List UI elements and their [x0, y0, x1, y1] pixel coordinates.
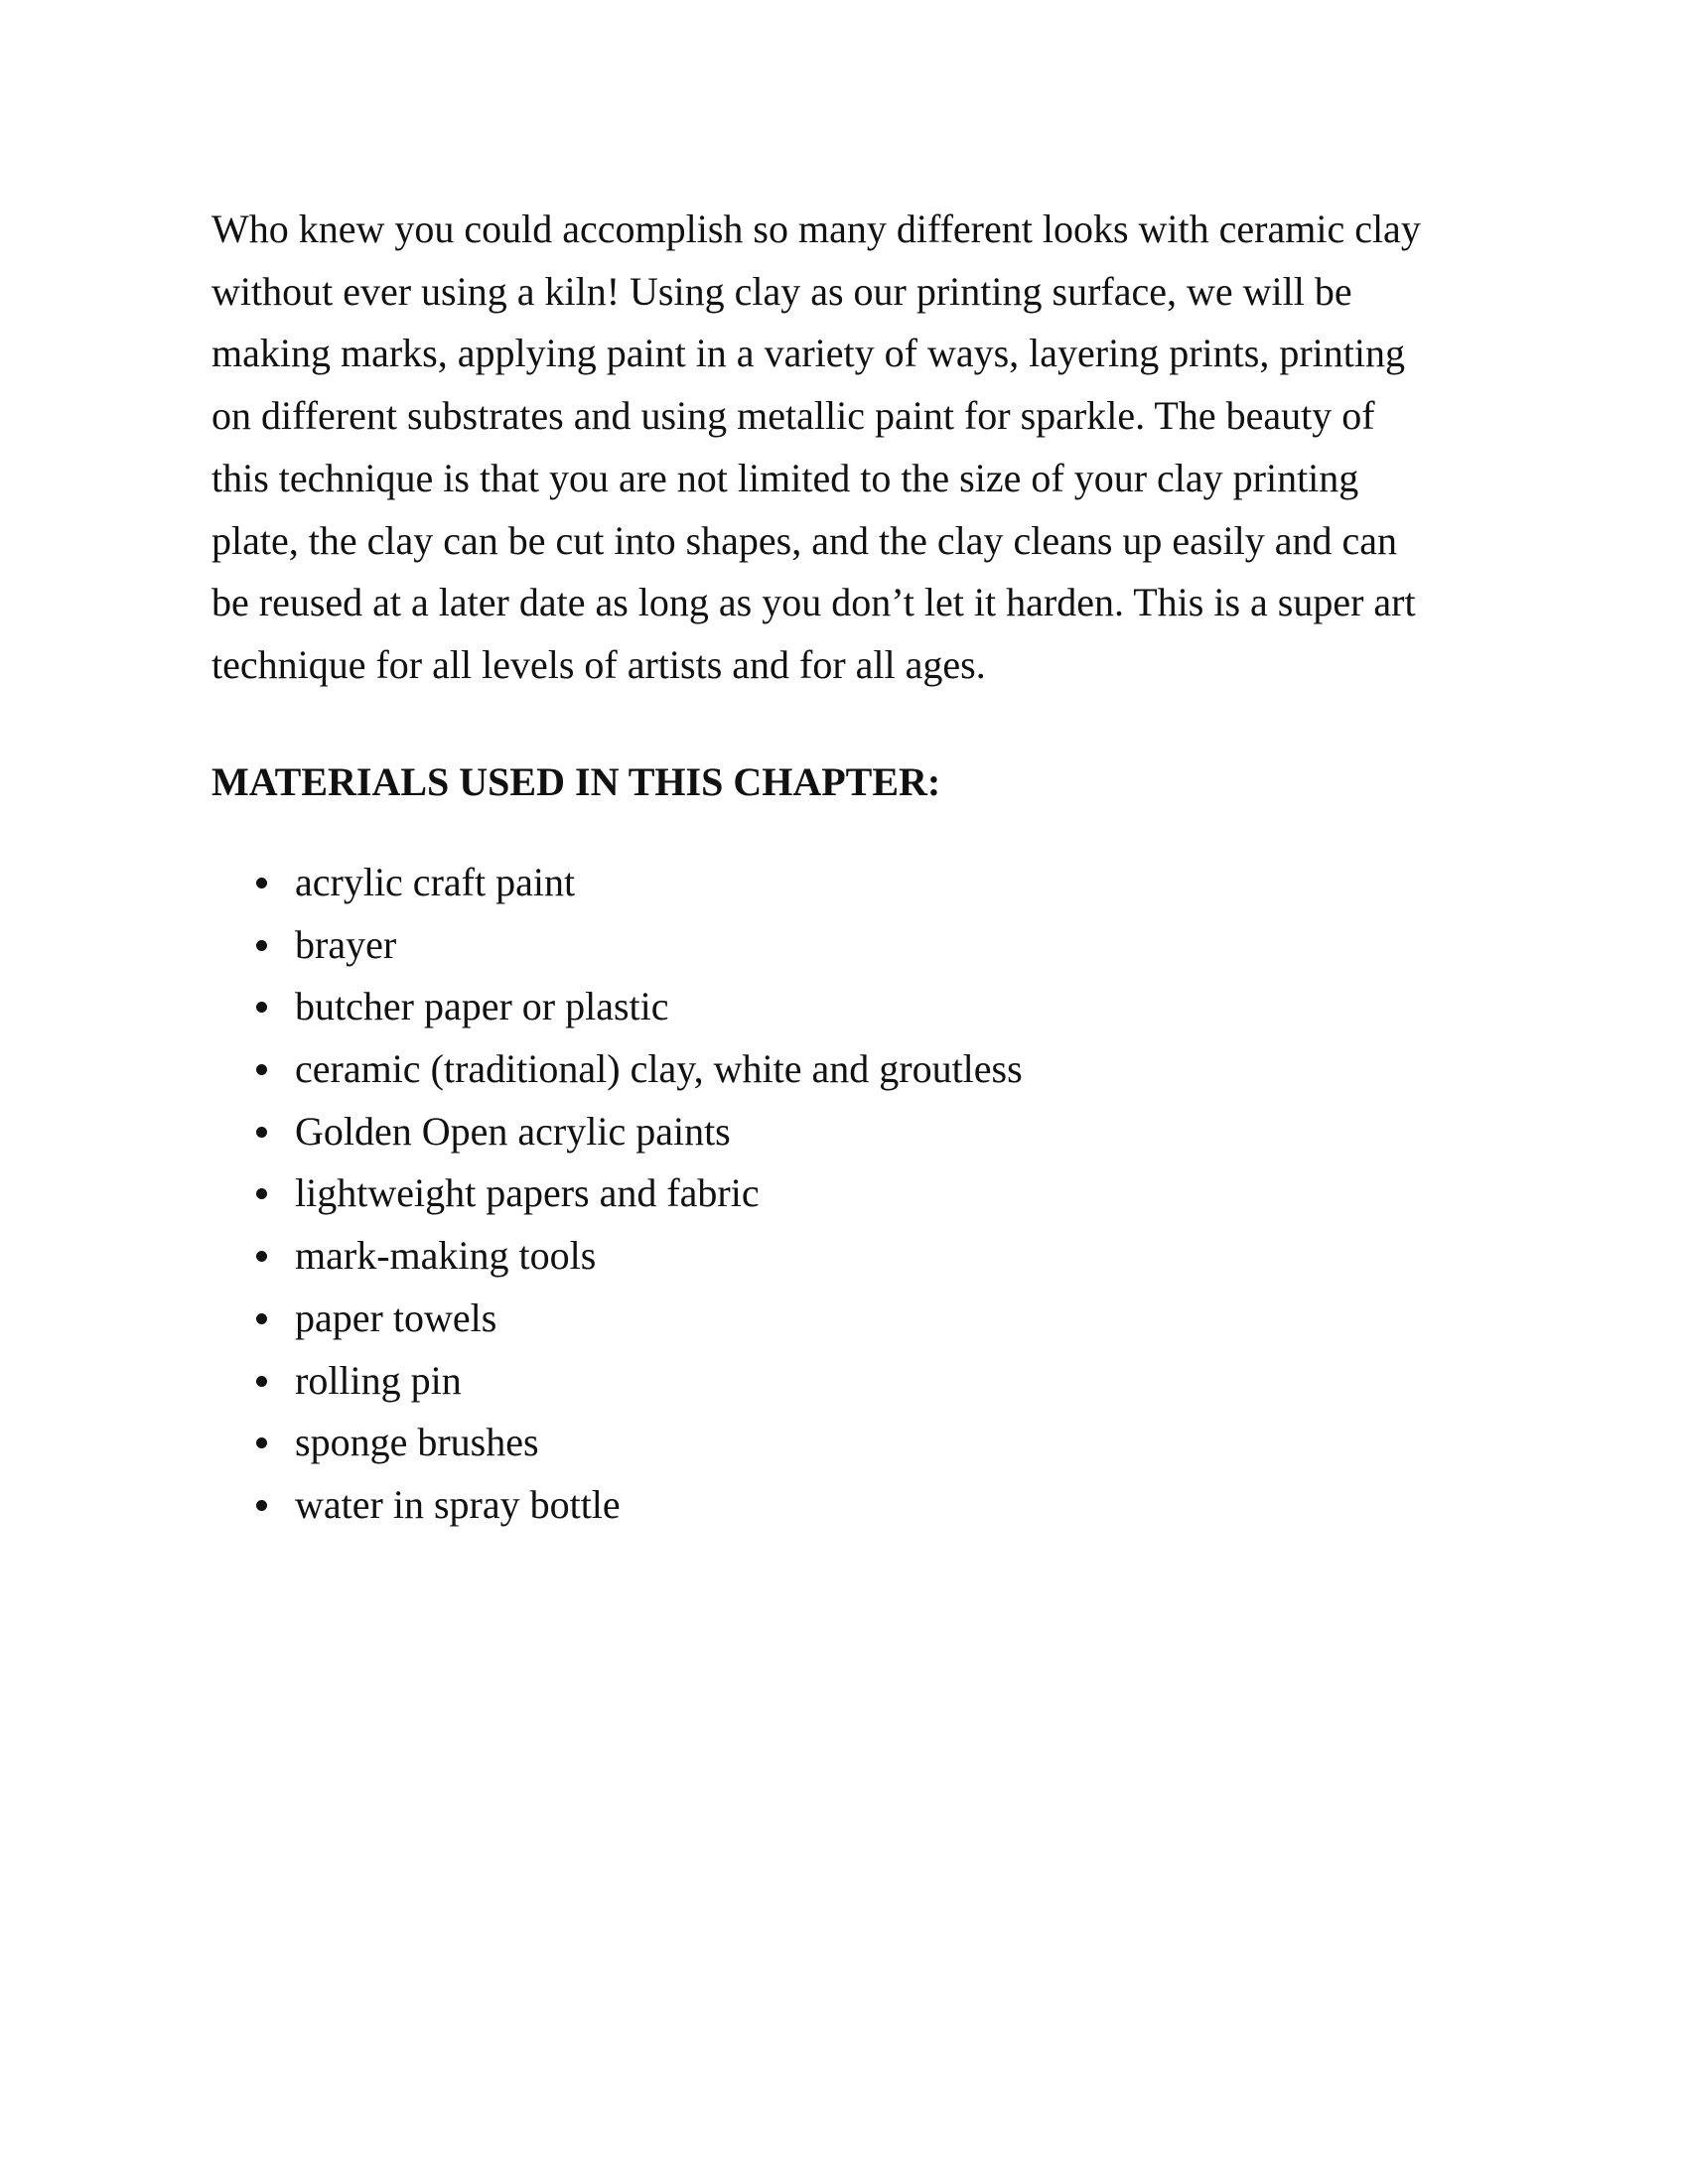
bullet-icon	[256, 1188, 267, 1199]
list-item-text: sponge brushes	[295, 1420, 539, 1465]
bullet-icon	[256, 1376, 267, 1387]
bullet-icon	[256, 1064, 267, 1075]
intro-line: plate, the clay can be cut into shapes, and the clay cleans up easily and can	[211, 517, 1397, 563]
list-item-text: Golden Open acrylic paints	[295, 1108, 731, 1154]
bullet-icon	[256, 1002, 267, 1013]
intro-line: making marks, applying paint in a variety of ways, layering prints, printing	[211, 331, 1405, 376]
list-item-text: paper towels	[295, 1295, 497, 1340]
list-item-text: ceramic (traditional) clay, white and groutless	[295, 1046, 1023, 1092]
materials-heading: MATERIALS USED IN THIS CHAPTER:	[211, 759, 941, 804]
intro-line: Who knew you could accomplish so many different looks with ceramic clay	[211, 206, 1421, 251]
list-item-text: brayer	[295, 921, 397, 967]
list-item-text: mark-making tools	[295, 1233, 597, 1279]
bullet-icon	[256, 1500, 267, 1511]
intro-line: on different substrates and using metallic paint for sparkle. The beauty of	[211, 393, 1375, 439]
bullet-icon	[256, 1127, 267, 1138]
list-item-text: lightweight papers and fabric	[295, 1170, 760, 1216]
intro-line: technique for all levels of artists and for all ages.	[211, 641, 986, 687]
bullet-icon	[256, 878, 267, 888]
bullet-icon	[256, 940, 267, 951]
list-item-text: water in spray bottle	[295, 1481, 621, 1527]
list-item-text: rolling pin	[295, 1357, 462, 1403]
intro-line: this technique is that you are not limited to the size of your clay printing	[211, 455, 1359, 500]
list-item-text: acrylic craft paint	[295, 860, 576, 904]
list-item-text: butcher paper or plastic	[295, 984, 669, 1029]
intro-line: without ever using a kiln! Using clay as our printing surface, we will be	[211, 268, 1352, 314]
intro-paragraph	[211, 199, 1502, 697]
bullet-icon	[256, 1437, 267, 1448]
bullet-icon	[256, 1251, 267, 1262]
intro-line: be reused at a later date as long as you don’t let it harden. This is a super art	[211, 580, 1416, 625]
bullet-icon	[256, 1313, 267, 1324]
